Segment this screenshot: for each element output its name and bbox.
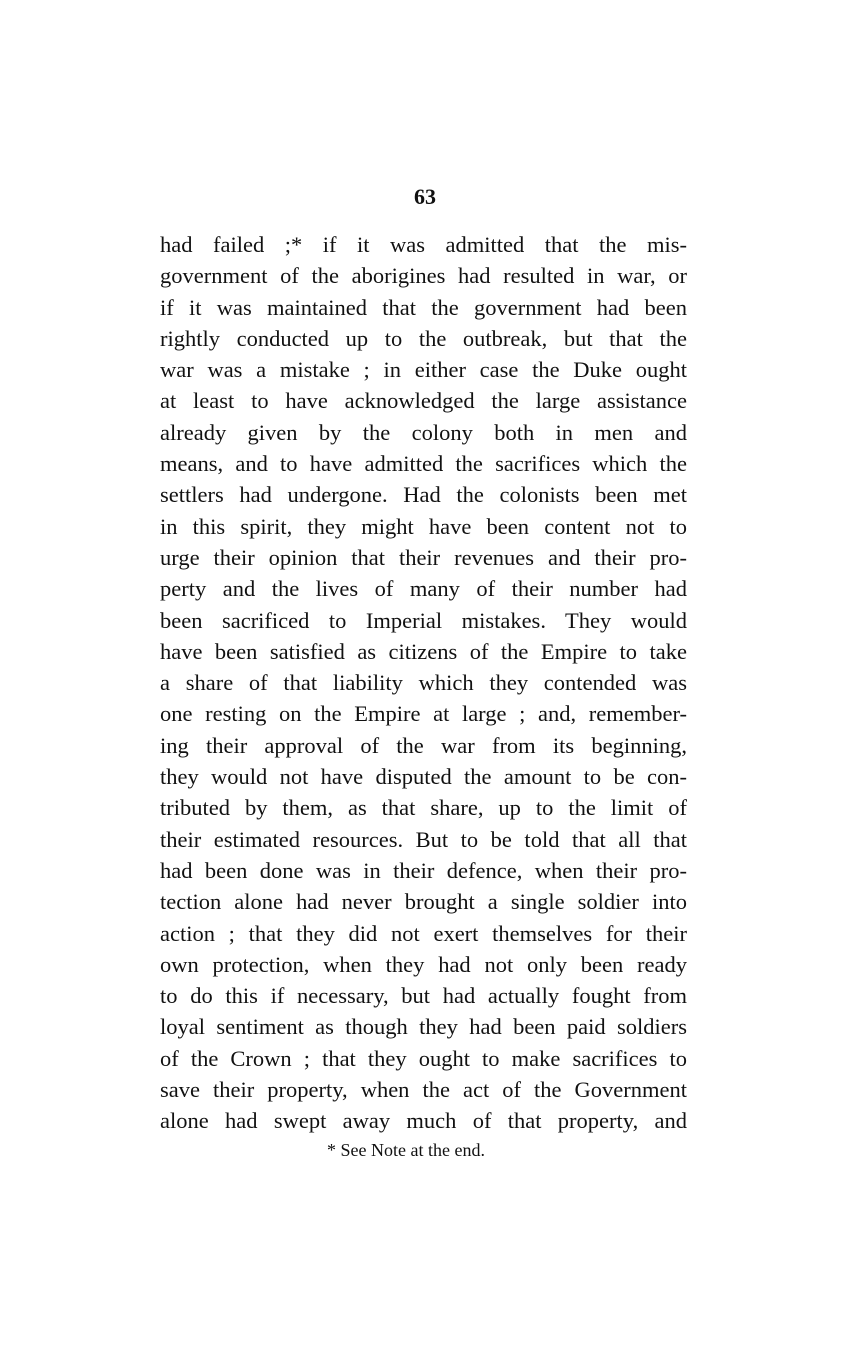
text-line: government of the aborigines had resulted in war, or <box>160 263 687 289</box>
text-line: they would not have disputed the amount to be con- <box>160 764 687 790</box>
text-line: perty and the lives of many of their number had <box>160 576 687 602</box>
text-line: at least to have acknowledged the large assistance <box>160 388 687 414</box>
text-line: had failed ;* if it was admitted that the mis- <box>160 232 687 257</box>
text-line: tributed by them, as that share, up to the limit of <box>160 795 687 821</box>
text-line: of the Crown ; that they ought to make sacrifices to <box>160 1045 687 1071</box>
text-line: rightly conducted up to the outbreak, but that the <box>160 325 687 351</box>
text-line: in this spirit, they might have been content not to <box>160 513 687 539</box>
text-line: alone had swept away much of that property, and <box>160 1108 687 1134</box>
text-line: save their property, when the act of the Government <box>160 1077 687 1103</box>
text-line: been sacrificed to Imperial mistakes. They would <box>160 607 687 633</box>
footnote: * See Note at the end. <box>327 1140 485 1160</box>
text-line: urge their opinion that their revenues and their pro- <box>160 544 687 570</box>
text-line: tection alone had never brought a single soldier into <box>160 889 687 915</box>
text-line: their estimated resources. But to be told that all that <box>160 826 687 852</box>
text-line: have been satisfied as citizens of the Empire to take <box>160 638 687 664</box>
text-line: ing their approval of the war from its beginning, <box>160 732 687 758</box>
page-number: 63 <box>414 184 436 209</box>
text-line: one resting on the Empire at large ; and, remember- <box>160 701 687 727</box>
text-line: had been done was in their defence, when their pro- <box>160 857 687 883</box>
text-line: if it was maintained that the government had been <box>160 294 687 320</box>
text-line: a share of that liability which they contended was <box>160 670 687 696</box>
text-line: to do this if necessary, but had actually fought from <box>160 983 687 1009</box>
text-line: own protection, when they had not only been ready <box>160 951 687 977</box>
text-line: loyal sentiment as though they had been paid soldiers <box>160 1014 687 1040</box>
text-line: war was a mistake ; in either case the Duke ought <box>160 357 687 383</box>
text-line: means, and to have admitted the sacrifices which the <box>160 451 687 477</box>
body-text <box>160 229 687 1137</box>
text-line: action ; that they did not exert themselves for their <box>160 920 687 946</box>
text-line: settlers had undergone. Had the colonists been met <box>160 482 687 508</box>
text-line: already given by the colony both in men and <box>160 419 687 445</box>
